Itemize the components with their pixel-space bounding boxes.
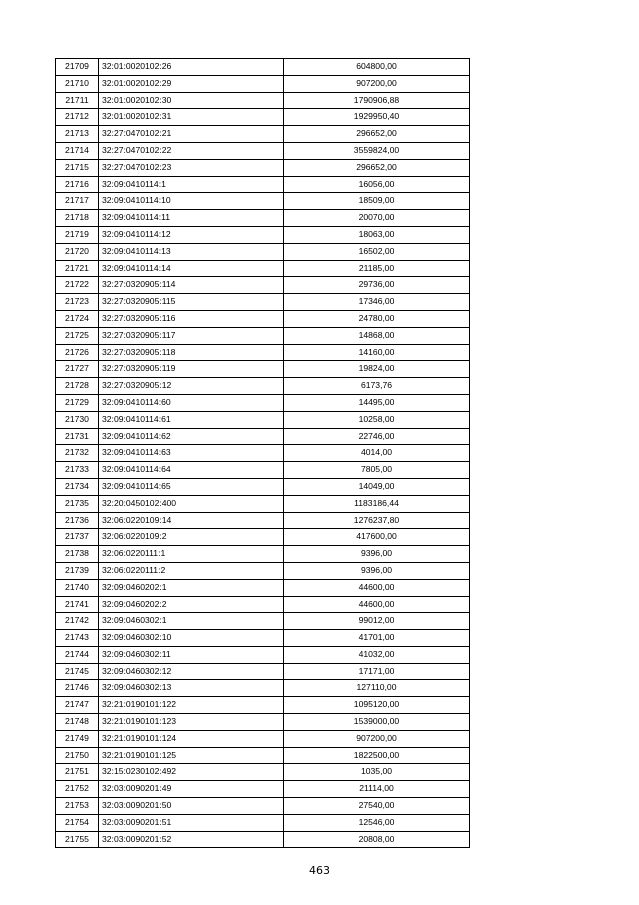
cadastral-number-cell: 32:27:0470102:21 <box>99 126 284 143</box>
table-row <box>56 243 470 260</box>
cadastral-number-cell: 32:09:0410114:63 <box>99 445 284 462</box>
value-cell: 127110,00 <box>284 680 470 697</box>
table-row <box>56 294 470 311</box>
row-number-cell: 21724 <box>56 310 99 327</box>
row-number-cell: 21722 <box>56 277 99 294</box>
table-row <box>56 613 470 630</box>
value-cell: 22746,00 <box>284 428 470 445</box>
value-cell: 907200,00 <box>284 75 470 92</box>
row-number-cell: 21743 <box>56 630 99 647</box>
table-row <box>56 327 470 344</box>
row-number-cell: 21715 <box>56 159 99 176</box>
row-number-cell: 21740 <box>56 579 99 596</box>
value-cell: 9396,00 <box>284 546 470 563</box>
row-number-cell: 21713 <box>56 126 99 143</box>
row-number-cell: 21709 <box>56 59 99 76</box>
row-number-cell: 21745 <box>56 663 99 680</box>
cadastral-number-cell: 32:27:0320905:117 <box>99 327 284 344</box>
value-cell: 6173,76 <box>284 378 470 395</box>
cadastral-number-cell: 32:01:0020102:30 <box>99 92 284 109</box>
cadastral-number-cell: 32:27:0320905:12 <box>99 378 284 395</box>
value-cell: 1539000,00 <box>284 714 470 731</box>
cadastral-number-cell: 32:09:0410114:13 <box>99 243 284 260</box>
value-cell: 1183186,44 <box>284 495 470 512</box>
table-row <box>56 59 470 76</box>
cadastral-number-cell: 32:27:0470102:22 <box>99 142 284 159</box>
table-row <box>56 747 470 764</box>
value-cell: 99012,00 <box>284 613 470 630</box>
cadastral-value-table <box>55 58 470 848</box>
row-number-cell: 21750 <box>56 747 99 764</box>
row-number-cell: 21711 <box>56 92 99 109</box>
value-cell: 417600,00 <box>284 529 470 546</box>
row-number-cell: 21742 <box>56 613 99 630</box>
cadastral-number-cell: 32:27:0320905:118 <box>99 344 284 361</box>
table-row <box>56 562 470 579</box>
value-cell: 296652,00 <box>284 126 470 143</box>
cadastral-number-cell: 32:06:0220109:14 <box>99 512 284 529</box>
cadastral-number-cell: 32:09:0460302:1 <box>99 613 284 630</box>
row-number-cell: 21720 <box>56 243 99 260</box>
table-row <box>56 210 470 227</box>
row-number-cell: 21732 <box>56 445 99 462</box>
row-number-cell: 21728 <box>56 378 99 395</box>
cadastral-number-cell: 32:21:0190101:122 <box>99 697 284 714</box>
cadastral-number-cell: 32:09:0460202:2 <box>99 596 284 613</box>
table-row <box>56 260 470 277</box>
table-row <box>56 529 470 546</box>
page-number: 463 <box>309 864 330 877</box>
table-row <box>56 495 470 512</box>
cadastral-number-cell: 32:09:0410114:65 <box>99 478 284 495</box>
cadastral-number-cell: 32:06:0220111:2 <box>99 562 284 579</box>
value-cell: 19824,00 <box>284 361 470 378</box>
cadastral-number-cell: 32:20:0450102:400 <box>99 495 284 512</box>
row-number-cell: 21723 <box>56 294 99 311</box>
table-row <box>56 478 470 495</box>
cadastral-number-cell: 32:09:0410114:64 <box>99 462 284 479</box>
table-row <box>56 75 470 92</box>
table-row <box>56 764 470 781</box>
cadastral-number-cell: 32:09:0460202:1 <box>99 579 284 596</box>
cadastral-number-cell: 32:09:0410114:61 <box>99 411 284 428</box>
cadastral-number-cell: 32:06:0220109:2 <box>99 529 284 546</box>
cadastral-number-cell: 32:27:0320905:119 <box>99 361 284 378</box>
row-number-cell: 21729 <box>56 394 99 411</box>
table-row <box>56 646 470 663</box>
value-cell: 18509,00 <box>284 193 470 210</box>
value-cell: 1276237,80 <box>284 512 470 529</box>
table-row <box>56 126 470 143</box>
value-cell: 17171,00 <box>284 663 470 680</box>
table-body <box>56 59 470 848</box>
table-row <box>56 730 470 747</box>
cadastral-number-cell: 32:03:0090201:51 <box>99 814 284 831</box>
table-row <box>56 193 470 210</box>
table-row <box>56 462 470 479</box>
row-number-cell: 21735 <box>56 495 99 512</box>
row-number-cell: 21719 <box>56 226 99 243</box>
cadastral-number-cell: 32:09:0410114:14 <box>99 260 284 277</box>
table-row <box>56 378 470 395</box>
cadastral-number-cell: 32:03:0090201:49 <box>99 781 284 798</box>
table-row <box>56 512 470 529</box>
row-number-cell: 21748 <box>56 714 99 731</box>
row-number-cell: 21721 <box>56 260 99 277</box>
value-cell: 18063,00 <box>284 226 470 243</box>
row-number-cell: 21716 <box>56 176 99 193</box>
row-number-cell: 21753 <box>56 798 99 815</box>
value-cell: 44600,00 <box>284 596 470 613</box>
value-cell: 17346,00 <box>284 294 470 311</box>
table-row <box>56 344 470 361</box>
table-row <box>56 680 470 697</box>
table-row <box>56 596 470 613</box>
value-cell: 1790906,88 <box>284 92 470 109</box>
cadastral-number-cell: 32:21:0190101:125 <box>99 747 284 764</box>
cadastral-number-cell: 32:09:0410114:60 <box>99 394 284 411</box>
row-number-cell: 21731 <box>56 428 99 445</box>
row-number-cell: 21744 <box>56 646 99 663</box>
row-number-cell: 21737 <box>56 529 99 546</box>
value-cell: 1822500,00 <box>284 747 470 764</box>
value-cell: 44600,00 <box>284 579 470 596</box>
table-row <box>56 226 470 243</box>
value-cell: 3559824,00 <box>284 142 470 159</box>
value-cell: 10258,00 <box>284 411 470 428</box>
cadastral-number-cell: 32:27:0470102:23 <box>99 159 284 176</box>
value-cell: 16056,00 <box>284 176 470 193</box>
row-number-cell: 21741 <box>56 596 99 613</box>
cadastral-number-cell: 32:09:0410114:11 <box>99 210 284 227</box>
cadastral-number-cell: 32:09:0460302:11 <box>99 646 284 663</box>
value-cell: 14495,00 <box>284 394 470 411</box>
table-row <box>56 814 470 831</box>
table-row <box>56 394 470 411</box>
row-number-cell: 21730 <box>56 411 99 428</box>
row-number-cell: 21754 <box>56 814 99 831</box>
value-cell: 9396,00 <box>284 562 470 579</box>
table-row <box>56 831 470 848</box>
table-row <box>56 277 470 294</box>
cadastral-number-cell: 32:21:0190101:124 <box>99 730 284 747</box>
cadastral-number-cell: 32:01:0020102:26 <box>99 59 284 76</box>
row-number-cell: 21714 <box>56 142 99 159</box>
cadastral-number-cell: 32:03:0090201:52 <box>99 831 284 848</box>
value-cell: 604800,00 <box>284 59 470 76</box>
value-cell: 14868,00 <box>284 327 470 344</box>
table-row <box>56 142 470 159</box>
cadastral-number-cell: 32:09:0410114:1 <box>99 176 284 193</box>
cadastral-number-cell: 32:09:0410114:12 <box>99 226 284 243</box>
value-cell: 27540,00 <box>284 798 470 815</box>
value-cell: 41701,00 <box>284 630 470 647</box>
cadastral-number-cell: 32:15:0230102:492 <box>99 764 284 781</box>
cadastral-number-cell: 32:27:0320905:115 <box>99 294 284 311</box>
table-row <box>56 159 470 176</box>
value-cell: 1035,00 <box>284 764 470 781</box>
table-row <box>56 428 470 445</box>
row-number-cell: 21726 <box>56 344 99 361</box>
value-cell: 296652,00 <box>284 159 470 176</box>
value-cell: 12546,00 <box>284 814 470 831</box>
table-row <box>56 579 470 596</box>
row-number-cell: 21749 <box>56 730 99 747</box>
value-cell: 21185,00 <box>284 260 470 277</box>
table-row <box>56 714 470 731</box>
row-number-cell: 21736 <box>56 512 99 529</box>
value-cell: 4014,00 <box>284 445 470 462</box>
table-row <box>56 310 470 327</box>
value-cell: 7805,00 <box>284 462 470 479</box>
row-number-cell: 21751 <box>56 764 99 781</box>
cadastral-number-cell: 32:09:0410114:62 <box>99 428 284 445</box>
value-cell: 21114,00 <box>284 781 470 798</box>
table-row <box>56 546 470 563</box>
cadastral-number-cell: 32:06:0220111:1 <box>99 546 284 563</box>
row-number-cell: 21727 <box>56 361 99 378</box>
value-cell: 20808,00 <box>284 831 470 848</box>
row-number-cell: 21717 <box>56 193 99 210</box>
cadastral-number-cell: 32:09:0460302:10 <box>99 630 284 647</box>
cadastral-number-cell: 32:09:0410114:10 <box>99 193 284 210</box>
cadastral-number-cell: 32:27:0320905:114 <box>99 277 284 294</box>
cadastral-number-cell: 32:21:0190101:123 <box>99 714 284 731</box>
value-cell: 1929950,40 <box>284 109 470 126</box>
value-cell: 20070,00 <box>284 210 470 227</box>
row-number-cell: 21710 <box>56 75 99 92</box>
cadastral-number-cell: 32:01:0020102:29 <box>99 75 284 92</box>
cadastral-number-cell: 32:27:0320905:116 <box>99 310 284 327</box>
table-row <box>56 445 470 462</box>
cadastral-number-cell: 32:03:0090201:50 <box>99 798 284 815</box>
value-cell: 16502,00 <box>284 243 470 260</box>
row-number-cell: 21747 <box>56 697 99 714</box>
value-cell: 14160,00 <box>284 344 470 361</box>
row-number-cell: 21738 <box>56 546 99 563</box>
row-number-cell: 21712 <box>56 109 99 126</box>
table-row <box>56 663 470 680</box>
value-cell: 29736,00 <box>284 277 470 294</box>
table-row <box>56 697 470 714</box>
table-row <box>56 176 470 193</box>
table-row <box>56 798 470 815</box>
value-cell: 14049,00 <box>284 478 470 495</box>
table-row <box>56 109 470 126</box>
cadastral-number-cell: 32:01:0020102:31 <box>99 109 284 126</box>
row-number-cell: 21755 <box>56 831 99 848</box>
row-number-cell: 21725 <box>56 327 99 344</box>
row-number-cell: 21718 <box>56 210 99 227</box>
table-row <box>56 92 470 109</box>
value-cell: 1095120,00 <box>284 697 470 714</box>
table-row <box>56 630 470 647</box>
value-cell: 41032,00 <box>284 646 470 663</box>
row-number-cell: 21734 <box>56 478 99 495</box>
value-cell: 24780,00 <box>284 310 470 327</box>
table-row <box>56 781 470 798</box>
row-number-cell: 21752 <box>56 781 99 798</box>
cadastral-number-cell: 32:09:0460302:12 <box>99 663 284 680</box>
row-number-cell: 21733 <box>56 462 99 479</box>
row-number-cell: 21739 <box>56 562 99 579</box>
cadastral-number-cell: 32:09:0460302:13 <box>99 680 284 697</box>
row-number-cell: 21746 <box>56 680 99 697</box>
table-row <box>56 411 470 428</box>
table-row <box>56 361 470 378</box>
value-cell: 907200,00 <box>284 730 470 747</box>
